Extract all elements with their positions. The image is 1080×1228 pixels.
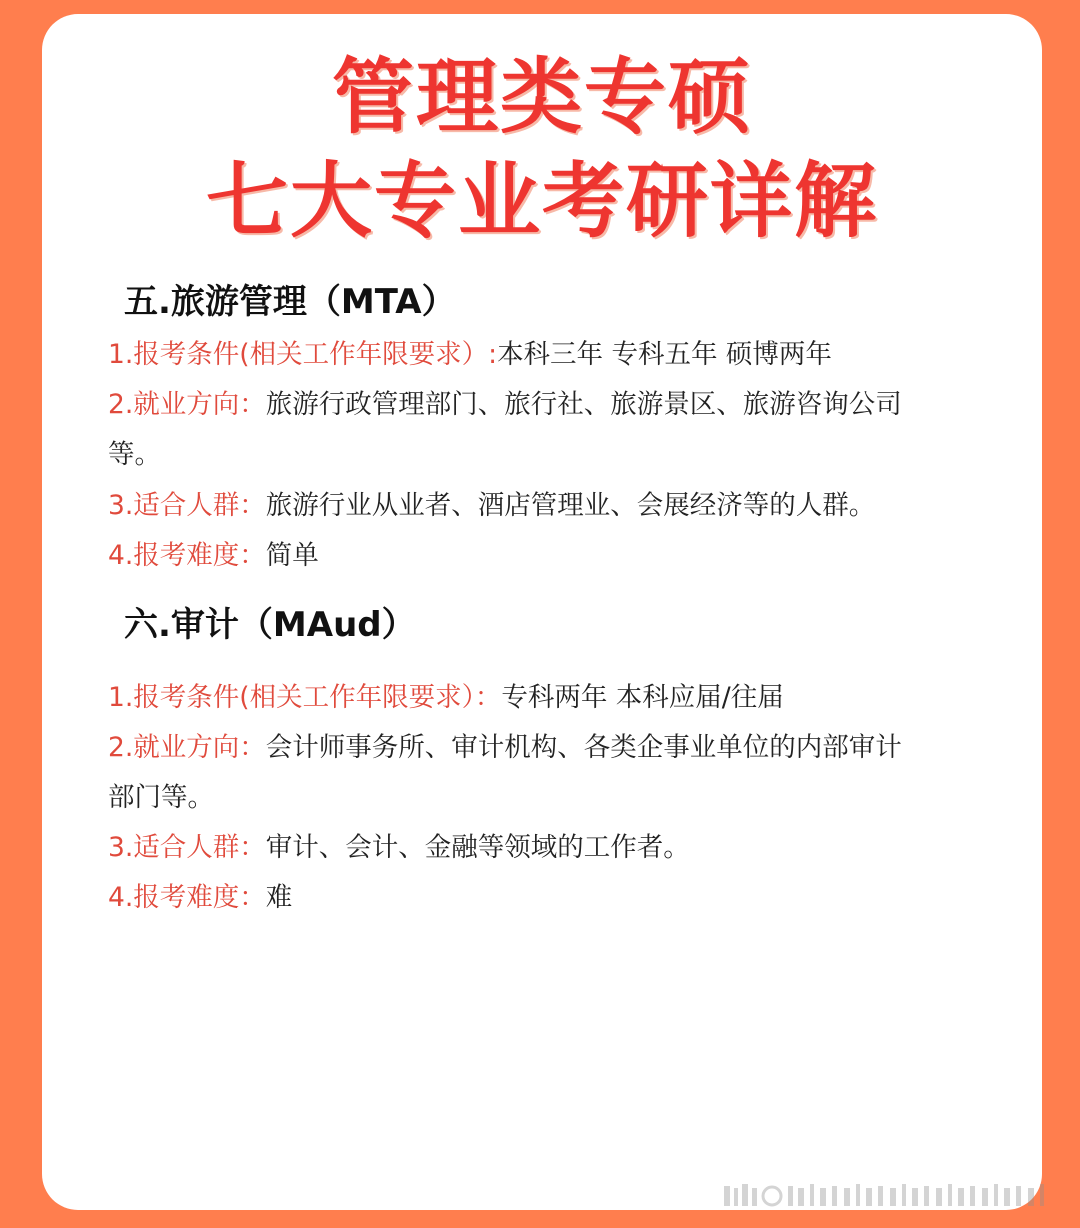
item-label: 4.报考难度： [108, 540, 266, 571]
item-value: 审计、会计、金融等领域的工作者。 [265, 832, 690, 863]
item-label: 2.就业方向： [108, 389, 266, 420]
item-value: 旅游行政管理部门、旅行社、旅游景区、旅游咨询公司 [265, 389, 902, 420]
item-label: 1.报考条件(相关工作年限要求）: [108, 339, 498, 370]
item-label: 3.适合人群： [108, 832, 266, 863]
item-value: 难 [265, 882, 293, 913]
item-value: 会计师事务所、审计机构、各类企事业单位的内部审计 [265, 732, 902, 763]
list-item [108, 823, 998, 873]
list-item [108, 330, 998, 380]
item-value: 本科三年 专科五年 硕博两年 [497, 339, 832, 370]
section-heading-mta: 五.旅游管理（MTA） [124, 282, 456, 322]
list-item [108, 723, 998, 773]
item-label: 3.适合人群： [108, 490, 266, 521]
section-heading-maud: 六.审计（MAud） [124, 605, 416, 645]
item-value: 旅游行业从业者、酒店管理业、会展经济等的人群。 [265, 490, 876, 521]
item-label: 2.就业方向： [108, 732, 266, 763]
watermark [720, 1176, 1060, 1216]
item-value-continuation: 部门等。 [108, 782, 214, 813]
list-item [108, 873, 998, 923]
item-value-continuation: 等。 [108, 439, 161, 470]
list-item [108, 673, 998, 723]
watermark-logo-icon [720, 1176, 1060, 1216]
list-item [108, 380, 998, 430]
item-value: 简单 [265, 540, 319, 571]
list-item-continuation [108, 773, 998, 823]
item-label: 1.报考条件(相关工作年限要求）： [108, 682, 502, 713]
list-item-continuation [108, 430, 998, 480]
page-title-line-1: 管理类专硕 [331, 50, 752, 145]
item-value: 专科两年 本科应届/往届 [501, 682, 784, 713]
page-title-line-2: 七大专业考研详解 [205, 154, 878, 249]
list-item [108, 531, 998, 581]
list-item [108, 481, 998, 531]
content-card [42, 14, 1042, 1210]
item-label: 4.报考难度： [108, 882, 266, 913]
